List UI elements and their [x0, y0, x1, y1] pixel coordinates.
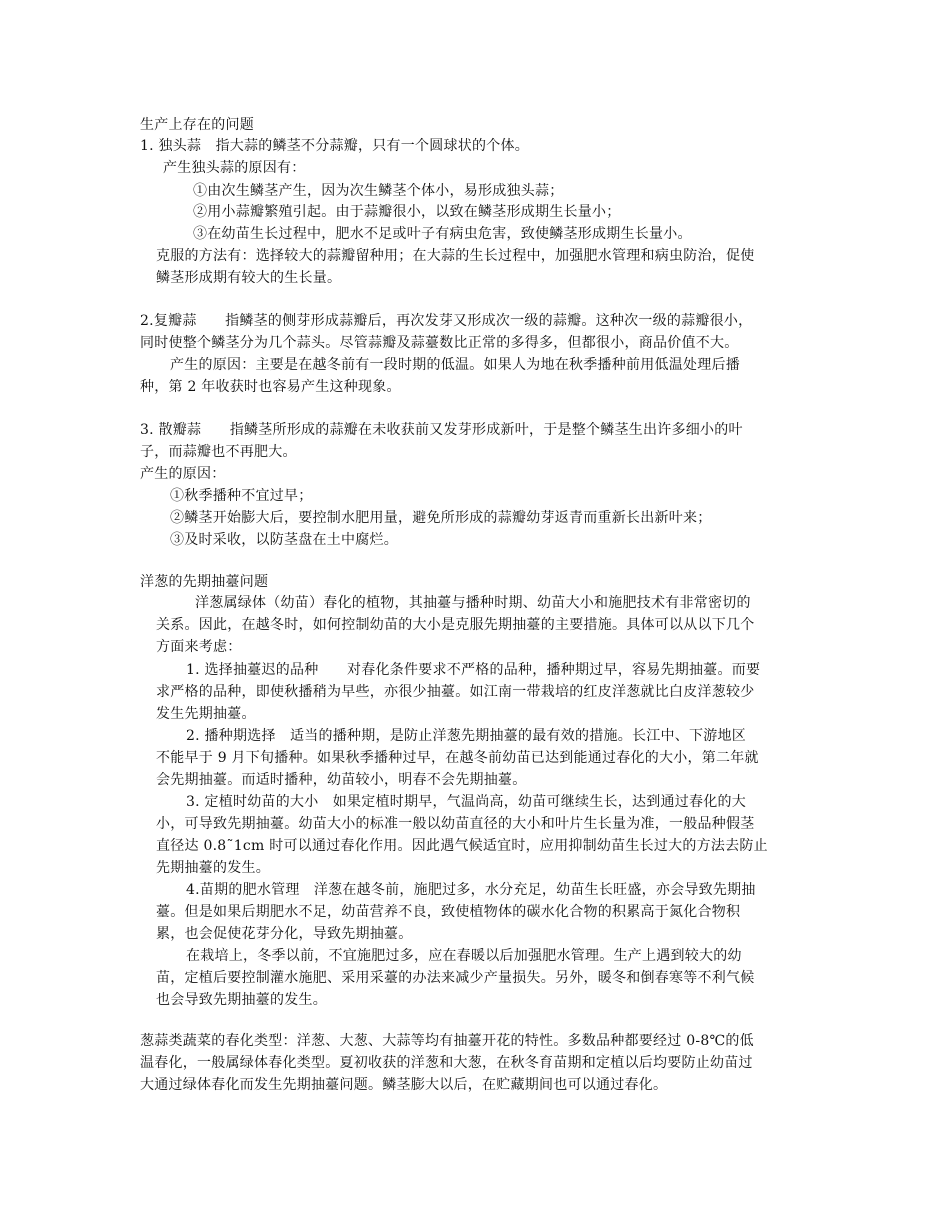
- paragraph-line: 子，而蒜瓣也不再肥大。: [140, 444, 297, 460]
- item-multi-clove-garlic: 2.复瓣蒜 指鳞茎的侧芽形成蒜瓣后，再次发芽又形成次一级的蒜瓣。这种次一级的蒜瓣很小，: [140, 313, 753, 329]
- paragraph-line: 葱蒜类蔬菜的春化类型：洋葱、大葱、大蒜等均有抽薹开花的特性。多数品种都要经过 0-8℃的低: [140, 1033, 754, 1049]
- paragraph-line: 方面来考虑：: [156, 639, 242, 655]
- item-single-clove-garlic: 1. 独头蒜 指大蒜的鳞茎不分蒜瓣，只有一个圆球状的个体。: [140, 138, 530, 154]
- paragraph-line: 1. 选择抽薹迟的品种 对春化条件要求不严格的品种，播种期过早，容易先期抽薹。而要: [186, 662, 761, 678]
- paragraph-line: 大通过绿体春化而发生先期抽薹问题。鳞茎膨大以后，在贮藏期间也可以通过春化。: [140, 1077, 668, 1093]
- paragraph-line: 3. 定植时幼苗的大小 如果定植时期早，气温尚高，幼苗可继续生长，达到通过春化的大: [186, 794, 747, 810]
- item-loose-clove-garlic: 3. 散瓣蒜 指鳞茎所形成的蒜瓣在未收获前又发芽形成新叶，于是整个鳞茎生出许多细小的叶: [140, 422, 743, 438]
- paragraph-line: 鳞茎形成期有较大的生长量。: [156, 270, 342, 286]
- paragraph-line: 2. 播种期选择 适当的播种期，是防止洋葱先期抽薹的最有效的措施。长江中、下游地区: [186, 728, 747, 744]
- paragraph-line: 4.苗期的肥水管理 洋葱在越冬前，施肥过多，水分充足，幼苗生长旺盛，亦会导致先期抽: [186, 882, 756, 898]
- paragraph-line: 温春化，一般属绿体春化类型。夏初收获的洋葱和大葱，在秋冬育苗期和定植以后均要防止幼苗过: [140, 1055, 753, 1071]
- paragraph-line: 小，可导致先期抽薹。幼苗大小的标准一般以幼苗直径的大小和叶片生长量为准，一般品种假茎: [156, 816, 755, 832]
- list-item: ②鳞茎开始膨大后，要控制水肥用量，避免所形成的蒜瓣幼芽返青而重新长出新叶来；: [170, 510, 712, 526]
- paragraph-line: 产生的原因：: [140, 466, 226, 482]
- section-heading-production-problems: 生产上存在的问题: [140, 117, 254, 133]
- paragraph-line: 不能早于 9 月下旬播种。如果秋季播种过早，在越冬前幼苗已达到能通过春化的大小，第二年就: [156, 750, 759, 766]
- list-item: ②用小蒜瓣繁殖引起。由于蒜瓣很小，以致在鳞茎形成期生长量小；: [193, 204, 621, 220]
- paragraph-line: 薹。但是如果后期肥水不足，幼苗营养不良，致使植物体的碳水化合物的积累高于氮化合物积: [156, 904, 741, 920]
- list-item: ③及时采收，以防茎盘在土中腐烂。: [170, 532, 398, 548]
- paragraph-line: 产生的原因：主要是在越冬前有一段时期的低温。如果人为地在秋季播种前用低温处理后播: [170, 357, 740, 373]
- paragraph-line: 也会导致先期抽薹的发生。: [156, 992, 327, 1008]
- paragraph-line: 在栽培上，冬季以前，不宜施肥过多，应在春暖以后加强肥水管理。生产上遇到较大的幼: [186, 948, 742, 964]
- paragraph-line: 苗，定植后要控制灌水施肥、采用采薹的办法来减少产量损失。另外，暖冬和倒春寒等不利气候: [156, 970, 755, 986]
- paragraph-line: 洋葱属绿体（幼苗）春化的植物，其抽薹与播种时期、幼苗大小和施肥技术有非常密切的: [195, 595, 751, 611]
- paragraph-line: 种，第 2 年收获时也容易产生这种现象。: [140, 379, 401, 395]
- paragraph-line: 求严格的品种，即使秋播稍为早些，亦很少抽薹。如江南一带栽培的红皮洋葱就比白皮洋葱较少: [156, 684, 755, 700]
- list-item: ③在幼苗生长过程中，肥水不足或叶子有病虫危害，致使鳞茎形成期生长量小。: [193, 226, 692, 242]
- paragraph-line: 关系。因此，在越冬时，如何控制幼苗的大小是克服先期抽薹的主要措施。具体可以从以下几个: [156, 617, 755, 633]
- list-item: ①秋季播种不宜过早；: [170, 488, 313, 504]
- paragraph-line: 会先期抽薹。而适时播种，幼苗较小，明春不会先期抽薹。: [156, 772, 527, 788]
- paragraph-line: 累，也会促使花芽分化，导致先期抽薹。: [156, 926, 413, 942]
- paragraph-line: 先期抽薹的发生。: [156, 860, 270, 876]
- paragraph-line: 产生独头蒜的原因有：: [163, 160, 306, 176]
- section-heading-onion-bolting: 洋葱的先期抽薹问题: [140, 574, 269, 590]
- list-item: ①由次生鳞茎产生，因为次生鳞茎个体小，易形成独头蒜；: [193, 183, 564, 199]
- paragraph-line: 同时使整个鳞茎分为几个蒜头。尽管蒜瓣及蒜薹数比正常的多得多，但都很小，商品价值不大。: [140, 335, 739, 351]
- paragraph-line: 克服的方法有：选择较大的蒜瓣留种用；在大蒜的生长过程中，加强肥水管理和病虫防治，促使: [156, 248, 755, 264]
- paragraph-line: 直径达 0.8˜1cm 时可以通过春化作用。因此遇气候适宜时，应用抑制幼苗生长过大的方法去防止: [156, 838, 768, 854]
- paragraph-line: 发生先期抽薹。: [156, 706, 256, 722]
